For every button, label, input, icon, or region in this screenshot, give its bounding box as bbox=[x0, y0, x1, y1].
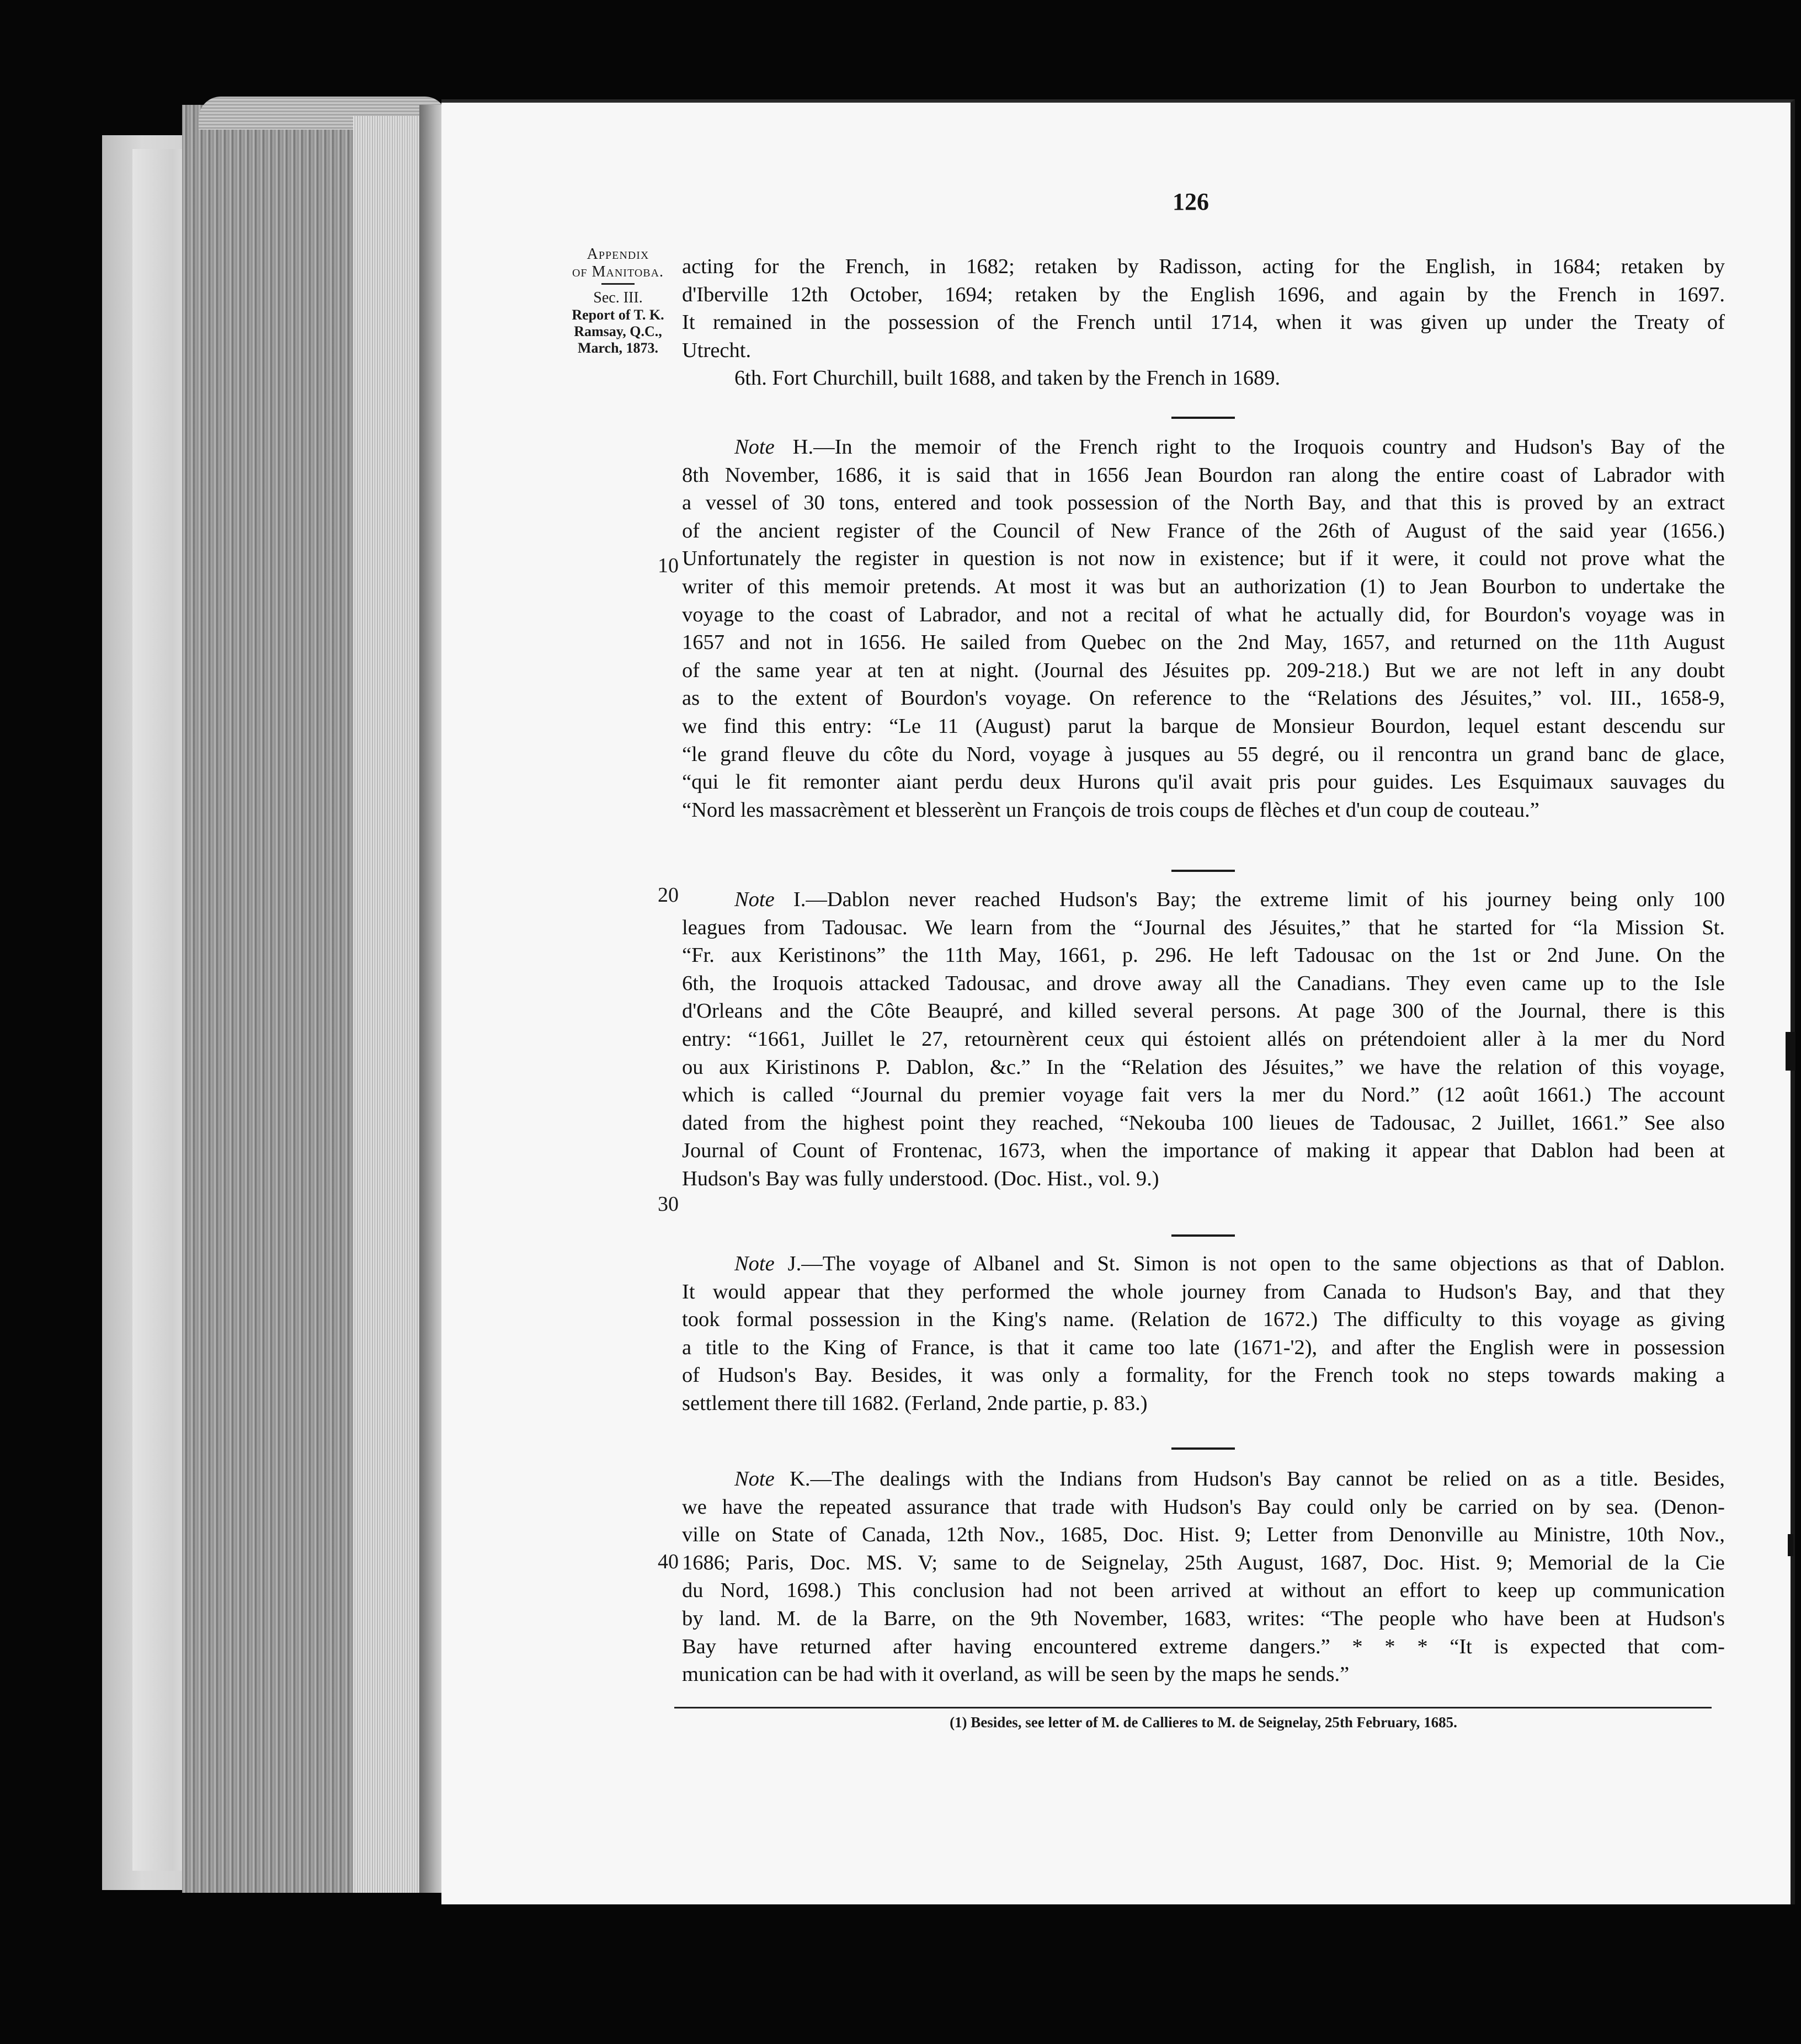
note-h bbox=[682, 433, 1725, 824]
note-j-heading: J.—The voyage of Albanel and St. Simon is not open to the same objections as that of Dablon. bbox=[774, 1252, 1725, 1275]
text-line: we have the repeated assurance that trade with Hudson's Bay could only be carried on by sea. (Denon- bbox=[682, 1495, 1725, 1519]
text-line: took formal possession in the King's name. (Relation de 1672.) The difficulty to this voyage as giving bbox=[682, 1308, 1725, 1332]
text-line: ou aux Kiristinons P. Dablon, &c.” In the “Relation des Jésuites,” we have the relation of this voyage, bbox=[682, 1055, 1725, 1079]
text-line: ville on State of Canada, 12th Nov., 1685, Doc. Hist. 9; Letter from Denonville au Ministre, 10th Nov., bbox=[682, 1523, 1725, 1547]
text-line: 6th, the Iroquois attacked Tadousac, and drove away all the Canadians. They even came up to the Isle bbox=[682, 971, 1725, 995]
note-label: Note bbox=[734, 435, 775, 459]
margin-note-line: of Manitoba. bbox=[572, 263, 664, 280]
continuation-paragraph bbox=[682, 253, 1725, 392]
text-line: d'Orleans and the Côte Beaupré, and killed several persons. At page 300 of the Journal, there is this bbox=[682, 999, 1725, 1023]
text-line bbox=[682, 1250, 1725, 1278]
margin-note-rule bbox=[601, 283, 635, 285]
note-label: Note bbox=[734, 1252, 775, 1275]
margin-note-line: Report of T. K. bbox=[572, 307, 664, 323]
text-line: leagues from Tadousac. We learn from the “Journal des Jésuites,” that he started for “la Mission St. bbox=[682, 915, 1725, 939]
text-line: voyage to the coast of Labrador, and not a recital of what he actually did, for Bourdon's voyage was in bbox=[682, 603, 1725, 626]
text-line: Hudson's Bay was fully understood. (Doc. Hist., vol. 9.) bbox=[682, 1167, 1159, 1190]
line-number: 10 bbox=[658, 554, 679, 577]
text-line: 1657 and not in 1656. He sailed from Quebec on the 2nd May, 1657, and returned on the 11th August bbox=[682, 631, 1725, 654]
text-line: du Nord, 1698.) This conclusion had not been arrived at without an effort to keep up communication bbox=[682, 1579, 1725, 1603]
text-line: we find this entry: “Le 11 (August) parut la barque de Monsieur Bourdon, lequel estant descendu sur bbox=[682, 714, 1725, 738]
text-line: writer of this memoir pretends. At most it was but an authorization (1) to Jean Bourbon to undertake the bbox=[682, 574, 1725, 598]
text-line: 1686; Paris, Doc. MS. V; same to de Seignelay, 25th August, 1687, Doc. Hist. 9; Memorial de la Cie bbox=[682, 1551, 1725, 1574]
margin-note bbox=[555, 246, 681, 356]
margin-note-line: Ramsay, Q.C., bbox=[574, 323, 662, 339]
section-separator bbox=[1171, 417, 1235, 419]
footnote: (1) Besides, see letter of M. de Callieres to M. de Seignelay, 25th February, 1685. bbox=[950, 1714, 1457, 1731]
scan-edge-mark bbox=[1786, 1032, 1795, 1071]
text-line: a vessel of 30 tons, entered and took possession of the North Bay, and that this is proved by an extract bbox=[682, 491, 1725, 515]
note-i bbox=[682, 886, 1725, 1193]
scan-edge-mark bbox=[1788, 1534, 1793, 1556]
text-line: of the ancient register of the Council of New France of the 26th of August of the said year (1656.) bbox=[682, 519, 1725, 542]
text-line: “le grand fleuve du côte du Nord, voyage à jusques au 55 degré, ou il rencontra un grand banc de glace, bbox=[682, 742, 1725, 766]
note-k bbox=[682, 1465, 1725, 1689]
note-k-heading: K.—The dealings with the Indians from Hudson's Bay cannot be relied on as a title. Besides, bbox=[774, 1467, 1725, 1491]
text-line: Bay have returned after having encountered extreme dangers.” * * * “It is expected that com- bbox=[682, 1635, 1725, 1658]
margin-note-line: Appendix bbox=[587, 246, 649, 263]
line-number: 20 bbox=[658, 883, 679, 907]
page-stack-edges bbox=[182, 105, 364, 1893]
text-line: dated from the highest point they reached, “Nekouba 100 lieues de Tadousac, 2 Juillet, 1661.” See also bbox=[682, 1111, 1725, 1135]
line-number: 40 bbox=[658, 1550, 679, 1573]
text-line: of the same year at ten at night. (Journal des Jésuites pp. 209-218.) But we are not left in any doubt bbox=[682, 658, 1725, 682]
text-line: “Nord les massacrèment et blesserènt un François de trois coups de flèches et d'un coup de couteau.” bbox=[682, 798, 1539, 822]
text-line bbox=[682, 1465, 1725, 1493]
text-line: by land. M. de la Barre, on the 9th November, 1683, writes: “The people who have been at Hudson's bbox=[682, 1606, 1725, 1630]
text-line: It would appear that they performed the whole journey from Canada to Hudson's Bay, and that they bbox=[682, 1280, 1725, 1303]
section-separator bbox=[1171, 1447, 1235, 1450]
text-line: Utrecht. bbox=[682, 338, 752, 362]
page-number: 126 bbox=[1173, 188, 1209, 215]
text-line: settlement there till 1682. (Ferland, 2nde partie, p. 83.) bbox=[682, 1391, 1148, 1415]
note-i-heading: I.—Dablon never reached Hudson's Bay; the extreme limit of his journey being only 100 bbox=[774, 888, 1725, 911]
margin-note-line: March, 1873. bbox=[577, 340, 659, 356]
text-line: Unfortunately the register in question is not now in existence; but if it were, it could not prove what the bbox=[682, 547, 1725, 571]
text-line: a title to the King of France, is that it came too late (1671-'2), and after the English were in possession bbox=[682, 1335, 1725, 1359]
note-label: Note bbox=[734, 888, 775, 911]
line-number: 30 bbox=[658, 1193, 679, 1216]
text-line: of Hudson's Bay. Besides, it was only a formality, for the French took no steps towards making a bbox=[682, 1364, 1725, 1387]
text-line bbox=[682, 886, 1725, 914]
note-j bbox=[682, 1250, 1725, 1418]
text-line: as to the extent of Bourdon's voyage. On reference to the “Relations des Jésuites,” vol. III., 1658-9, bbox=[682, 686, 1725, 710]
note-h-heading: H.—In the memoir of the French right to the Iroquois country and Hudson's Bay of the bbox=[774, 435, 1725, 459]
text-line: 8th November, 1686, it is said that in 1656 Jean Bourdon ran along the entire coast of Labrador with bbox=[682, 463, 1725, 487]
section-separator bbox=[1171, 1234, 1235, 1237]
text-line: Journal of Count of Frontenac, 1673, when the importance of making it appear that Dablon had been at bbox=[682, 1139, 1725, 1163]
section-separator bbox=[1171, 870, 1235, 872]
note-label: Note bbox=[734, 1467, 775, 1491]
margin-note-line: Sec. III. bbox=[593, 289, 643, 306]
text-line: It remained in the possession of the French until 1714, when it was given up under the Treaty of bbox=[682, 311, 1725, 334]
footnote-rule bbox=[674, 1707, 1712, 1708]
text-line bbox=[682, 433, 1725, 461]
text-line: d'Iberville 12th October, 1694; retaken by the English 1696, and again by the French in 1697. bbox=[682, 283, 1725, 306]
text-line: munication can be had with it overland, as will be seen by the maps he sends.” bbox=[682, 1663, 1350, 1686]
fort-churchill-line: 6th. Fort Churchill, built 1688, and taken by the French in 1689. bbox=[734, 366, 1281, 390]
text-line: “qui le fit remonter aiant perdu deux Hurons qu'il avait pris pour guides. Les Esquimaux sauvages du bbox=[682, 770, 1725, 794]
text-line: which is called “Journal du premier voyage fait vers la mer du Nord.” (12 août 1661.) The account bbox=[682, 1083, 1725, 1107]
text-line: entry: “1661, Juillet le 27, retournèrent ceux qui éstoient allés on prétendoient aller à la mer du Nord bbox=[682, 1027, 1725, 1051]
text-line: acting for the French, in 1682; retaken by Radisson, acting for the English, in 1684; retaken by bbox=[682, 255, 1725, 278]
text-line: “Fr. aux Keristinons” the 11th May, 1661, p. 296. He left Tadousac on the 1st or 2nd June. On the bbox=[682, 944, 1725, 967]
